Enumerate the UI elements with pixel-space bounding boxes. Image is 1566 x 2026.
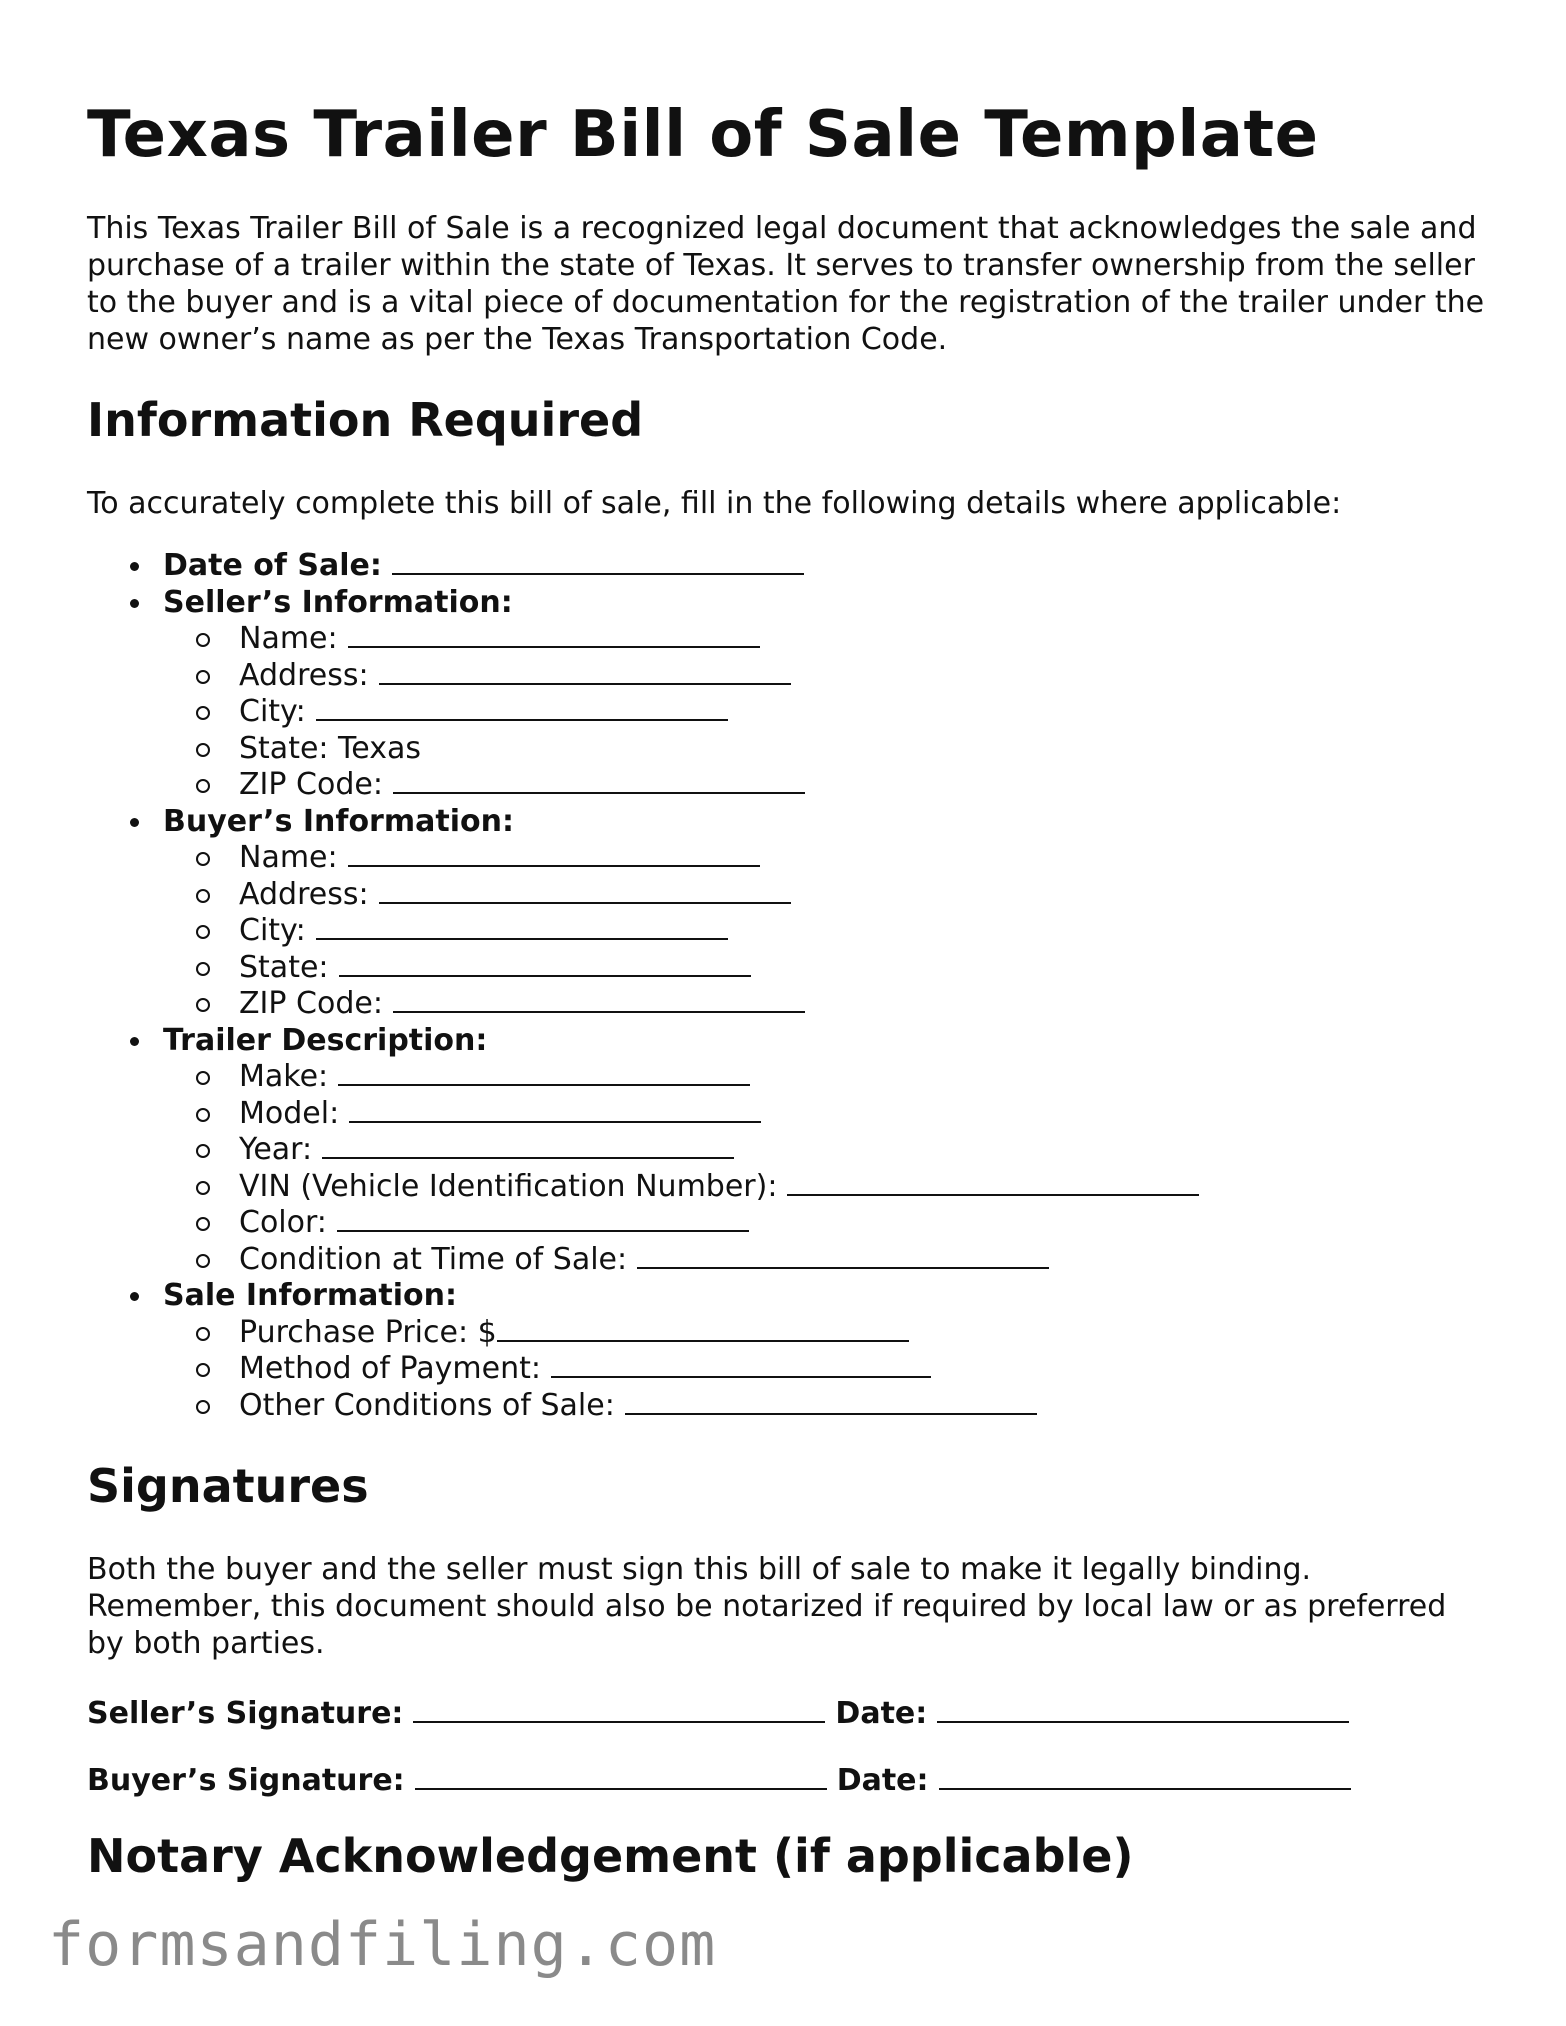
trailer-vin-label: VIN (Vehicle Identification Number): xyxy=(239,1168,778,1204)
trailer-make-field[interactable] xyxy=(338,1084,750,1086)
sub-item-buyer-name xyxy=(163,840,1487,877)
sub-item-purchase-price xyxy=(163,1315,1487,1352)
seller-signature-label: Seller’s Signature: xyxy=(87,1696,404,1732)
sale-info-label: Sale Information: xyxy=(163,1278,457,1314)
seller-zip-field[interactable] xyxy=(393,792,805,794)
section-heading-information: Information Required xyxy=(87,393,644,448)
seller-address-field[interactable] xyxy=(379,683,791,685)
payment-method-label: Method of Payment: xyxy=(239,1351,541,1387)
purchase-price-label: Purchase Price: $ xyxy=(239,1314,497,1350)
buyer-zip-field[interactable] xyxy=(393,1011,805,1013)
seller-date-field[interactable] xyxy=(937,1721,1349,1723)
sub-item-trailer-model xyxy=(163,1096,1487,1133)
sub-item-seller-state xyxy=(163,731,1487,768)
trailer-year-field[interactable] xyxy=(322,1157,734,1159)
other-conditions-field[interactable] xyxy=(625,1413,1037,1415)
seller-signature-row xyxy=(87,1696,1487,1732)
seller-zip-label: ZIP Code: xyxy=(239,767,383,803)
list-item-trailer-description xyxy=(87,1023,1487,1279)
purchase-price-field[interactable] xyxy=(497,1340,909,1342)
buyer-state-field[interactable] xyxy=(339,975,751,977)
sub-item-trailer-vin xyxy=(163,1169,1487,1206)
sub-item-other-conditions xyxy=(163,1388,1487,1425)
seller-address-label: Address: xyxy=(239,657,369,693)
seller-city-field[interactable] xyxy=(316,719,728,721)
buyer-signature-row xyxy=(87,1763,1487,1799)
seller-info-label: Seller’s Information: xyxy=(163,584,513,620)
trailer-vin-field[interactable] xyxy=(787,1194,1199,1196)
payment-method-field[interactable] xyxy=(551,1376,931,1378)
sub-item-payment-method xyxy=(163,1351,1487,1388)
buyer-city-field[interactable] xyxy=(316,938,728,940)
trailer-description-label: Trailer Description: xyxy=(163,1022,488,1058)
sub-item-buyer-state xyxy=(163,950,1487,987)
sub-item-seller-zip xyxy=(163,767,1487,804)
trailer-year-label: Year: xyxy=(239,1132,313,1168)
list-item-date-of-sale xyxy=(87,548,1487,585)
information-list xyxy=(87,548,1487,1424)
section-heading-notary: Notary Acknowledgement (if applicable) xyxy=(87,1829,1134,1884)
buyer-date-label: Date: xyxy=(836,1763,929,1799)
seller-city-label: City: xyxy=(239,694,306,730)
sub-item-buyer-city xyxy=(163,913,1487,950)
seller-state-label: State: Texas xyxy=(239,730,421,766)
watermark: formsandfiling.com xyxy=(48,1910,717,1980)
buyer-name-label: Name: xyxy=(239,840,338,876)
trailer-make-label: Make: xyxy=(239,1059,329,1095)
page-title: Texas Trailer Bill of Sale Template xyxy=(87,98,1319,172)
other-conditions-label: Other Conditions of Sale: xyxy=(239,1387,615,1423)
buyer-city-label: City: xyxy=(239,913,306,949)
list-item-seller-info xyxy=(87,585,1487,804)
buyer-state-label: State: xyxy=(239,949,329,985)
buyer-signature-field[interactable] xyxy=(415,1788,827,1790)
document-page xyxy=(87,100,1487,1883)
trailer-condition-label: Condition at Time of Sale: xyxy=(239,1241,628,1277)
information-intro: To accurately complete this bill of sale, fill in the following details where applicable: xyxy=(87,486,1342,522)
intro-paragraph: This Texas Trailer Bill of Sale is a recognized legal document that acknowledges the sale and purchase of a trailer within the state of Texas. It serves to transfer ownership from the seller to the buyer and is a vital piece of documentation for the registration of the trailer under the new owner’s name as per the Texas Transportation Code. xyxy=(87,211,1485,358)
sub-item-buyer-address xyxy=(163,877,1487,914)
trailer-model-field[interactable] xyxy=(349,1121,761,1123)
buyer-zip-label: ZIP Code: xyxy=(239,986,383,1022)
signatures-intro: Both the buyer and the seller must sign this bill of sale to make it legally binding. Remember, this document should also be notarized if required by local law or as preferred by both parties. xyxy=(87,1552,1447,1662)
trailer-description-sublist xyxy=(163,1059,1487,1278)
sub-item-buyer-zip xyxy=(163,986,1487,1023)
sub-item-trailer-year xyxy=(163,1132,1487,1169)
date-of-sale-field[interactable] xyxy=(392,573,804,575)
section-heading-signatures: Signatures xyxy=(87,1459,369,1514)
buyer-date-field[interactable] xyxy=(939,1788,1351,1790)
sub-item-seller-city xyxy=(163,694,1487,731)
trailer-condition-field[interactable] xyxy=(637,1267,1049,1269)
sub-item-seller-address xyxy=(163,658,1487,695)
trailer-model-label: Model: xyxy=(239,1095,340,1131)
sub-item-trailer-color xyxy=(163,1205,1487,1242)
buyer-address-field[interactable] xyxy=(379,902,791,904)
sale-info-sublist xyxy=(163,1315,1487,1425)
trailer-color-field[interactable] xyxy=(337,1230,749,1232)
seller-date-label: Date: xyxy=(835,1696,928,1732)
sub-item-trailer-condition xyxy=(163,1242,1487,1279)
buyer-info-sublist xyxy=(163,840,1487,1023)
buyer-signature-label: Buyer’s Signature: xyxy=(87,1763,405,1799)
list-item-sale-info xyxy=(87,1278,1487,1424)
sub-item-trailer-make xyxy=(163,1059,1487,1096)
date-of-sale-label: Date of Sale: xyxy=(163,548,382,584)
seller-name-label: Name: xyxy=(239,621,338,657)
buyer-address-label: Address: xyxy=(239,876,369,912)
buyer-info-label: Buyer’s Information: xyxy=(163,803,514,839)
list-item-buyer-info xyxy=(87,804,1487,1023)
trailer-color-label: Color: xyxy=(239,1205,327,1241)
buyer-name-field[interactable] xyxy=(348,865,760,867)
sub-item-seller-name xyxy=(163,621,1487,658)
seller-signature-field[interactable] xyxy=(413,1721,825,1723)
seller-info-sublist xyxy=(163,621,1487,804)
seller-name-field[interactable] xyxy=(348,646,760,648)
